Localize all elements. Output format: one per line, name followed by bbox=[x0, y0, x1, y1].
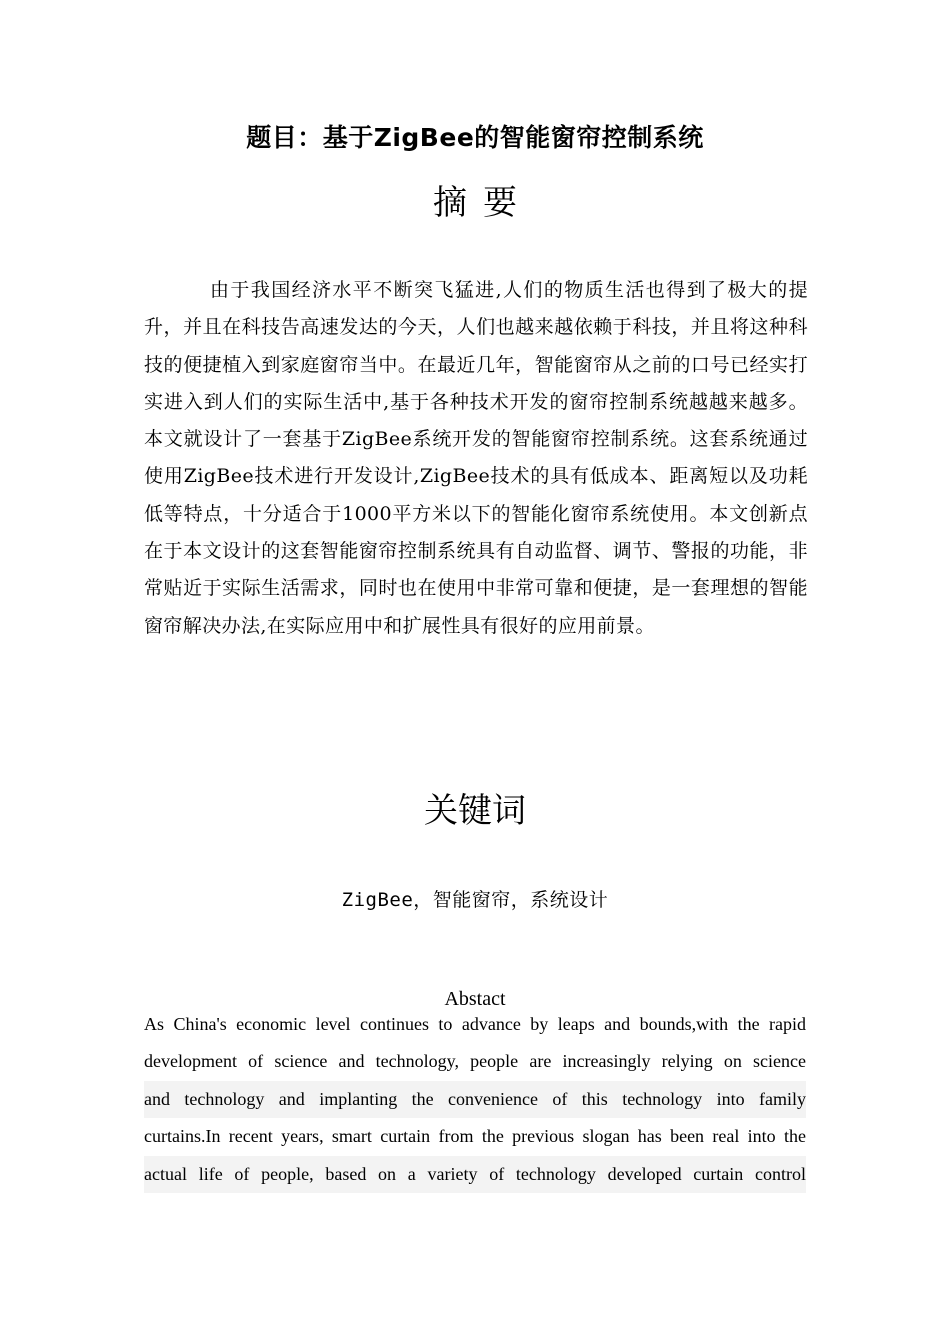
document-title: 题目：基于ZigBee的智能窗帘控制系统 bbox=[246, 123, 704, 152]
abstract-paragraph-english bbox=[144, 1006, 806, 1193]
english-abstract-heading: Abstact bbox=[444, 988, 506, 1010]
keywords-heading: 关键词 bbox=[424, 791, 526, 831]
abstract-heading: 摘要 bbox=[433, 183, 533, 223]
english-abstract-line: actual life of people, based on a variety of technology developed curtain control bbox=[144, 1156, 806, 1193]
english-abstract-line: curtains.In recent years, smart curtain from the previous slogan has been real into the bbox=[144, 1126, 806, 1147]
abstract-paragraph-chinese: 由于我国经济水平不断突飞猛进,人们的物质生活也得到了极大的提升，并且在科技告高速发达的今天，人们也越来越依赖于科技，并且将这种科技的便捷植入到家庭窗帘当中。在最近几年，智能窗帘从之前的口号已经实打实进入到人们的实际生活中,基于各种技术开发的窗帘控制系统越越来越多。本文就设计了一套基于ZigBee系统开发的智能窗帘控制系统。这套系统通过使用ZigBee技术进行开发设计,ZigBee技术的具有低成本、距离短以及功耗低等特点，十分适合于1000平方米以下的智能化窗帘系统使用。本文创新点在于本文设计的这套智能窗帘控制系统具有自动监督、调节、警报的功能，非常贴近于实际生活需求，同时也在使用中非常可靠和便捷，是一套理想的智能窗帘解决办法,在实际应用中和扩展性具有很好的应用前景。 bbox=[144, 279, 808, 637]
english-abstract-line: As China's economic level continues to advance by leaps and bounds,with the rapid bbox=[144, 1014, 806, 1034]
english-abstract-line: development of science and technology, people are increasingly relying on science bbox=[144, 1051, 806, 1072]
keywords-list: ZigBee，智能窗帘，系统设计 bbox=[341, 889, 609, 911]
english-abstract-line: and technology and implanting the convenience of this technology into family bbox=[144, 1081, 806, 1118]
